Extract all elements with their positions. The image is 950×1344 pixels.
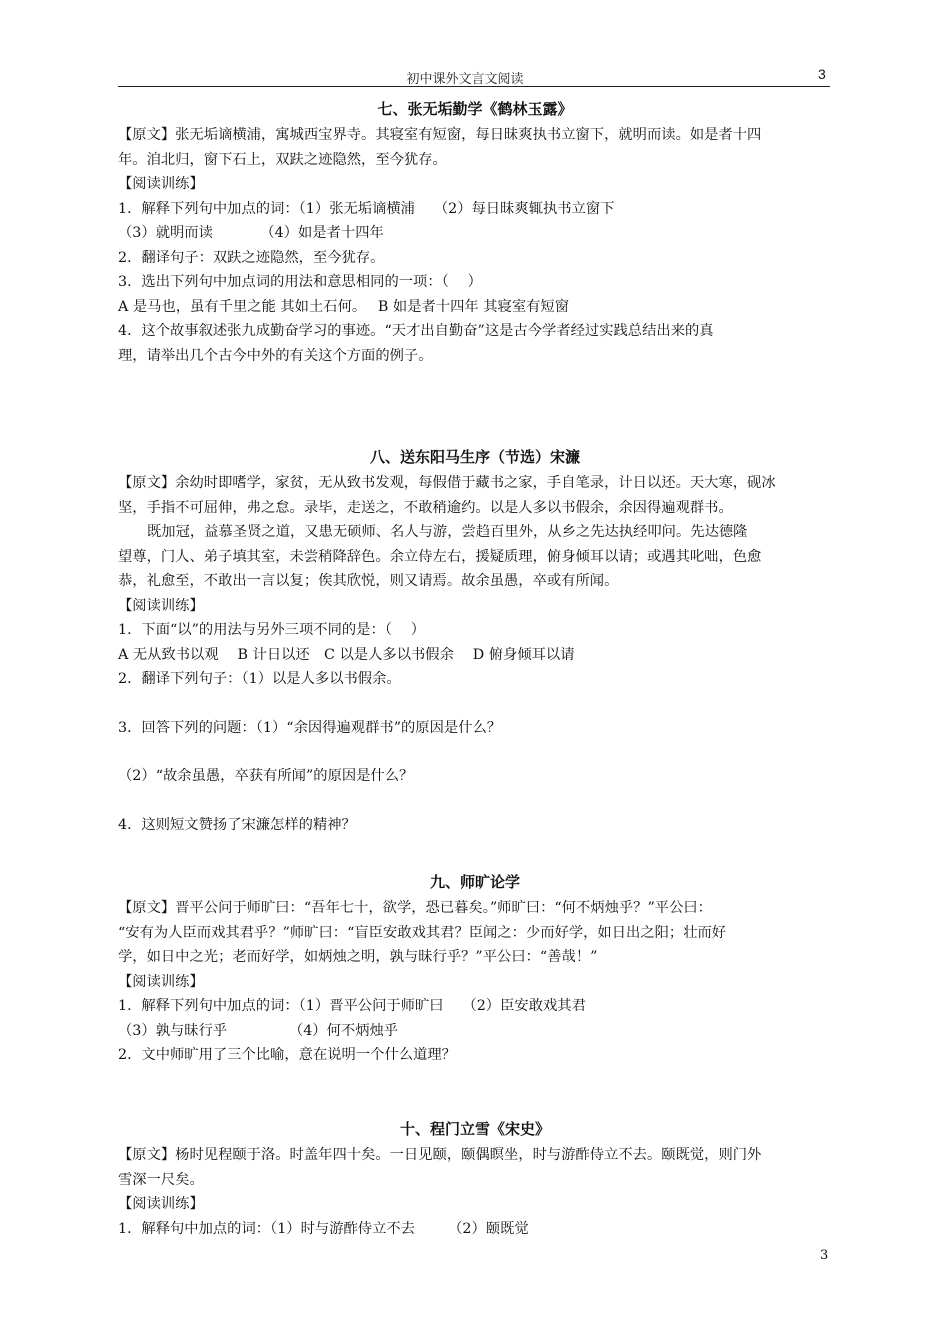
text-line: 【阅读训练】 [118, 973, 204, 990]
text-line: 【原文】余幼时即嗜学，家贫，无从致书发观，每假借于藏书之家，手自笔录，计日以还。天大寒，砚冰 [118, 475, 776, 491]
header-title: 初中课外文言文阅读 [406, 72, 524, 87]
text-line: 【阅读训练】 [118, 176, 204, 192]
text-line: 【原文】晋平公问于师旷曰：“吾年七十，欲学，恐已暮矣。”师旷曰：“何不炳烛乎？”平公曰： [118, 900, 712, 916]
section-title: 七、张无垢勤学《鹤林玉露》 [377, 100, 573, 118]
text-line: 4．这则短文赞扬了宋濂怎样的精神？ [118, 816, 356, 833]
text-line: 坚，手指不可屈伸，弗之怠。录毕，走送之，不敢稍逾约。以是人多以书假余，余因得遍观群书。 [118, 499, 733, 516]
header-rule [118, 86, 830, 87]
text-line: 【原文】张无垢谪横浦，寓城西宝界寺。其寝室有短窗，每日昧爽执书立窗下，就明而读。如是者十四 [118, 127, 762, 143]
answer-space [118, 740, 832, 764]
text-line: 4．这个故事叙述张九成勤奋学习的事迹。“天才出自勤奋”这是古今学者经过实践总结出来的真 [118, 323, 714, 339]
text-line: 1．解释下列句中加点的词：（1）张无垢谪横浦 （2）每日昧爽辄执书立窗下 [118, 200, 615, 217]
text-line: 恭，礼愈至，不敢出一言以复；俟其欣悦，则又请焉。故余虽愚，卒或有所闻。 [118, 573, 619, 589]
text-line: A 无从致书以观 B 计日以还 C 以是人多以书假余 D 俯身倾耳以请 [118, 646, 575, 663]
text-line: 【原文】杨时见程颐于洛。时盖年四十矣。一日见颐，颐偶瞑坐，时与游酢侍立不去。颐既觉，则门外 [118, 1147, 762, 1163]
text-line: 2．文中师旷用了三个比喻，意在说明一个什么道理？ [118, 1047, 456, 1063]
text-line: 【阅读训练】 [118, 1196, 204, 1212]
section-title: 八、送东阳马生序（节选）宋濂 [369, 448, 580, 466]
section-title: 九、师旷论学 [429, 873, 520, 891]
text-line: 3．回答下列的问题：（1）“余因得遍观群书”的原因是什么？ [118, 719, 502, 736]
answer-space [118, 692, 832, 716]
footer-page-number: 3 [820, 1248, 829, 1263]
text-line: 望尊，门人、弟子填其室，未尝稍降辞色。余立侍左右，援疑质理，俯身倾耳以请；或遇其叱咄，色愈 [118, 548, 762, 565]
text-line: 年。洎北归，窗下石上，双趺之迹隐然，至今犹存。 [118, 151, 447, 168]
text-line: A 是马也，虽有千里之能 其如土石何。 B 如是者十四年 其寝室有短窗 [118, 298, 570, 315]
text-line: 1．解释句中加点的词：（1）时与游酢侍立不去 （2）颐既觉 [118, 1220, 529, 1237]
header-page-number: 3 [818, 66, 826, 82]
section-7 [118, 98, 832, 368]
text-line: （3）就明而读 （4）如是者十四年 [118, 225, 384, 241]
section-8 [118, 446, 832, 837]
text-line: （2）“故余虽愚，卒获有所闻”的原因是什么？ [118, 768, 414, 784]
text-line: 2．翻译下列句子：（1）以是人多以书假余。 [118, 671, 401, 687]
text-line: 【阅读训练】 [118, 597, 204, 614]
text-line: 既加冠，益慕圣贤之道，又患无硕师、名人与游，尝趋百里外，从乡之先达执经叩问。先达德隆 [147, 524, 748, 540]
text-line: 雪深一尺矣。 [118, 1171, 204, 1188]
text-line: 学，如日中之光；老而好学，如炳烛之明，孰与昧行乎？”平公曰：“善哉！” [118, 949, 598, 965]
text-line: 1．解释下列句中加点的词：（1）晋平公问于师旷曰 （2）臣安敢戏其君 [118, 998, 586, 1014]
text-line: “安有为人臣而戏其君乎？”师旷曰：“盲臣安敢戏其君？臣闻之：少而好学，如日出之阳；壮而好 [118, 924, 727, 941]
text-line: 理，请举出几个古今中外的有关这个方面的例子。 [118, 347, 433, 364]
text-line: 1．下面“以”的用法与另外三项不同的是：（ ） [118, 622, 426, 638]
section-title: 十、程门立雪《宋史》 [399, 1120, 550, 1138]
text-line: 2．翻译句子：双趺之迹隐然，至今犹存。 [118, 249, 385, 266]
text-line: （3）孰与昧行乎 （4）何不炳烛乎 [118, 1022, 399, 1039]
text-line: 3．选出下列句中加点词的用法和意思相同的一项：（ ） [118, 274, 482, 290]
section-9 [118, 871, 832, 1068]
answer-space [118, 789, 832, 813]
section-10 [118, 1118, 832, 1241]
